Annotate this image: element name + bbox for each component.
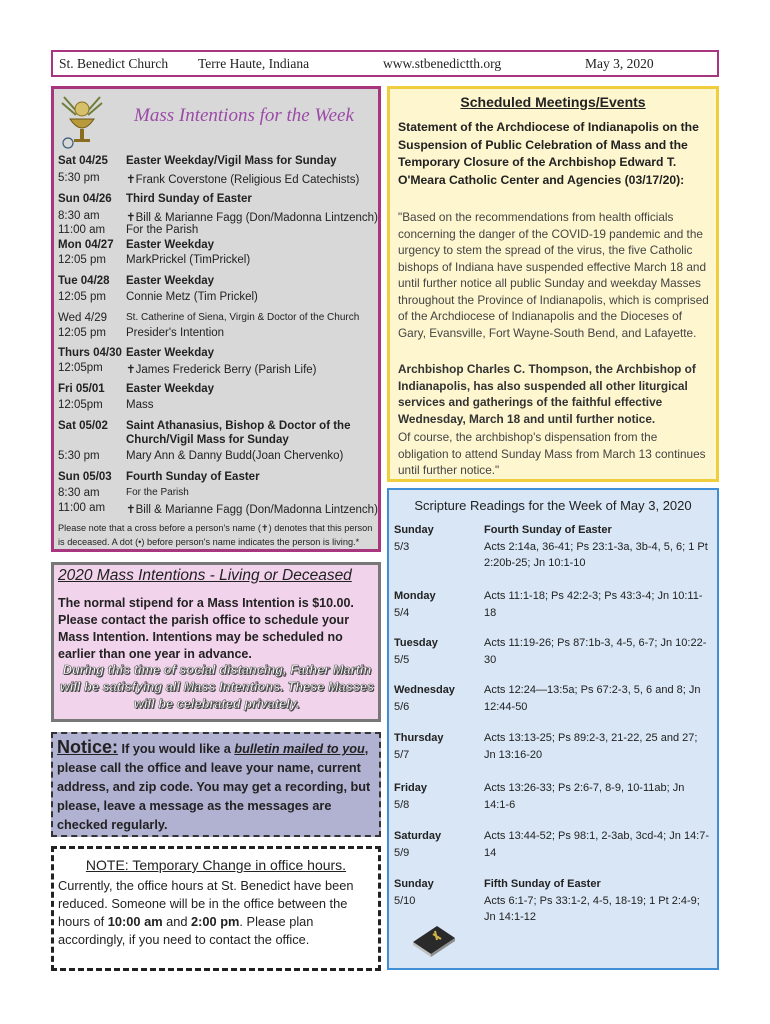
mass-entry-date: 12:05pm bbox=[58, 399, 103, 411]
meetings-panel bbox=[387, 86, 719, 482]
scripture-date: 5/5 bbox=[394, 653, 410, 666]
mass-entry-text: ✝Frank Coverstone (Religious Ed Catechists) bbox=[126, 174, 360, 186]
stipend-slogan: During this time of social distancing, Father Martin will be satisfying all Mass Intentions. These Masses will be celebrated privately. bbox=[59, 662, 375, 711]
mass-entry-date: Tue 04/28 bbox=[58, 275, 110, 287]
bulletin-mailed-link: bulletin mailed to you bbox=[234, 742, 365, 756]
scripture-reading-text: Acts 13:26-33; Ps 2:6-7, 8-9, 10-11ab; Jn 14:1-6 bbox=[484, 782, 685, 811]
scripture-day-name: Wednesday bbox=[394, 684, 455, 696]
mass-entry-text: Presider's Intention bbox=[126, 327, 225, 339]
hours-mid: and bbox=[162, 914, 192, 929]
archbishop-statement: Archbishop Charles C. Thompson, the Archbishop of Indianapolis, has also suspended all other liturgical services and gatherings of the faithful effective Wednesday, March 18 and until further notice. bbox=[398, 362, 696, 426]
statement-quote: "Based on the recommendations from health officials concerning the danger of the COVID-19 pandemic and the urgency to stem the spread of the virus, the five Catholic bishops of Indiana have suspended effective March 18 and until further notice all public Sunday and weekday Masses throughout the Province of Indianapolis, which is comprised of the Archdiocese of Indianapolis and the Dioceses of Gary, Evansville, Fort Wayne-South Bend, and Lafayette. bbox=[398, 210, 709, 340]
scripture-day bbox=[394, 876, 474, 909]
mass-entry-date: 5:30 pm bbox=[58, 172, 100, 184]
office-hours-text bbox=[58, 877, 376, 949]
scripture-readings bbox=[484, 876, 712, 926]
scripture-reading-text: Acts 13:13-25; Ps 89:2-3, 21-22, 25 and 27; Jn 13:16-20 bbox=[484, 732, 698, 761]
scripture-readings bbox=[484, 828, 712, 861]
mass-entry-date: Sun 05/03 bbox=[58, 471, 112, 483]
mass-entry-date: Sun 04/26 bbox=[58, 193, 112, 205]
mass-entry-text: ✝Bill & Marianne Fagg (Don/Madonna Lintzench) bbox=[126, 212, 378, 224]
scripture-day-name: Monday bbox=[394, 590, 436, 602]
hours-before: Currently, the office hours at St. Benedict have been reduced. Someone will be in the office between the hours of bbox=[58, 878, 354, 929]
scripture-readings-panel bbox=[387, 488, 719, 970]
mass-entry-text: For the Parish bbox=[126, 224, 199, 236]
mass-entry-text: Saint Athanasius, Bishop & Doctor of the bbox=[126, 420, 351, 432]
scripture-feast-title: Fifth Sunday of Easter bbox=[484, 878, 601, 890]
scripture-readings bbox=[484, 635, 712, 668]
hours-after: . Please plan accordingly, if you need to contact the office. bbox=[58, 914, 314, 947]
scripture-day-name: Saturday bbox=[394, 830, 442, 842]
mass-entry-text: ✝James Frederick Berry (Parish Life) bbox=[126, 364, 317, 376]
scripture-reading-text: Acts 2:14a, 36-41; Ps 23:1-3a, 3b-4, 5, 6; 1 Pt 2:20b-25; Jn 10:1-10 bbox=[484, 540, 708, 569]
scripture-date: 5/4 bbox=[394, 606, 410, 619]
website-link[interactable]: www.stbenedictth.org bbox=[383, 56, 502, 71]
scripture-reading-text: Acts 13:44-52; Ps 98:1, 2-3ab, 3cd-4; Jn 14:7-14 bbox=[484, 830, 710, 859]
scripture-day bbox=[394, 730, 474, 763]
scripture-reading-text: Acts 11:1-18; Ps 42:2-3; Ps 43:3-4; Jn 10:11-18 bbox=[484, 590, 703, 619]
scripture-readings bbox=[484, 730, 712, 763]
scripture-readings bbox=[484, 780, 712, 813]
mass-entry-date: 12:05 pm bbox=[58, 291, 106, 303]
mass-entry-text: Third Sunday of Easter bbox=[126, 193, 252, 205]
scripture-day-name: Sunday bbox=[394, 878, 434, 890]
mass-intentions-panel bbox=[51, 86, 381, 552]
hours-close-time: 2:00 pm bbox=[191, 914, 240, 929]
mass-entry-date: 11:00 am bbox=[58, 224, 106, 236]
scripture-date: 5/10 bbox=[394, 894, 416, 907]
scripture-readings bbox=[484, 682, 712, 715]
scripture-day bbox=[394, 682, 474, 715]
mass-note: Please note that a cross before a person's name (✝) denotes that this person is deceased. A dot (•) before person's name indicates the person is living.* bbox=[58, 523, 373, 547]
scripture-day-name: Thursday bbox=[394, 732, 444, 744]
scripture-day-name: Tuesday bbox=[394, 637, 438, 649]
scripture-day bbox=[394, 780, 474, 813]
church-name: St. Benedict Church bbox=[59, 56, 169, 71]
scripture-day-name: Sunday bbox=[394, 524, 434, 536]
mailing-notice-panel bbox=[51, 732, 381, 837]
notice-rest: , please call the office and leave your name, current address, and zip code. You may get a recording, but please, leave a message as the messages are checked regularly. bbox=[57, 742, 371, 832]
scripture-day bbox=[394, 588, 474, 621]
bulletin-header bbox=[51, 50, 719, 77]
mass-entry-text: For the Parish bbox=[126, 487, 189, 498]
mass-entry-date: Sat 04/25 bbox=[58, 155, 108, 167]
mass-entry-date: Mon 04/27 bbox=[58, 239, 114, 251]
chalice-logo-icon bbox=[58, 93, 106, 151]
mass-entry-date: 5:30 pm bbox=[58, 450, 100, 462]
mass-entry-date: Thurs 04/30 bbox=[58, 347, 122, 359]
mass-entry-date: Fri 05/01 bbox=[58, 383, 105, 395]
scripture-date: 5/7 bbox=[394, 748, 410, 761]
scripture-date: 5/3 bbox=[394, 540, 410, 553]
mass-entry-text: Church/Vigil Mass for Sunday bbox=[126, 434, 289, 446]
mass-entry-text: Easter Weekday bbox=[126, 347, 215, 359]
scripture-reading-text: Acts 6:1-7; Ps 33:1-2, 4-5, 18-19; 1 Pt 2:4-9; Jn 14:1-12 bbox=[484, 894, 700, 923]
stipend-body: The normal stipend for a Mass Intention is $10.00. Please contact the parish office to schedule your Mass Intention. Intentions may be scheduled no earlier than one year in advance. bbox=[58, 596, 354, 661]
scripture-date: 5/8 bbox=[394, 798, 410, 811]
statement-heading: Statement of the Archdiocese of Indianapolis on the Suspension of Public Celebration of Mass and the Temporary Closure of the Archbishop Edward T. O'Meara Catholic Center and Agencies (03/17/20): bbox=[398, 120, 699, 187]
mass-entry-text: Connie Metz (Tim Prickel) bbox=[126, 291, 258, 303]
scripture-reading-text: Acts 12:24—13:5a; Ps 67:2-3, 5, 6 and 8; Jn 12:44-50 bbox=[484, 684, 701, 713]
mass-entry-date: 12:05 pm bbox=[58, 327, 106, 339]
scripture-day bbox=[394, 828, 474, 861]
scripture-day bbox=[394, 522, 474, 555]
mass-entry-date: Sat 05/02 bbox=[58, 420, 108, 432]
mailing-notice-text bbox=[57, 738, 375, 835]
scripture-day bbox=[394, 635, 474, 668]
scripture-reading-text: Acts 11:19-26; Ps 87:1b-3, 4-5, 6-7; Jn 10:22-30 bbox=[484, 637, 707, 666]
scripture-day-name: Friday bbox=[394, 782, 428, 794]
mass-entry-text: Easter Weekday bbox=[126, 275, 215, 287]
mass-entry-date: 12:05 pm bbox=[58, 254, 106, 266]
mass-entry-text: MarkPrickel (TimPrickel) bbox=[126, 254, 251, 266]
mass-entry-text: Mary Ann & Danny Budd(Joan Chervenko) bbox=[126, 450, 344, 462]
mass-intentions-title: Mass Intentions for the Week bbox=[134, 105, 354, 126]
scripture-feast-title: Fourth Sunday of Easter bbox=[484, 524, 612, 536]
scripture-readings bbox=[484, 588, 712, 621]
mass-entry-date: Wed 4/29 bbox=[58, 312, 108, 324]
mass-entry-text: St. Catherine of Siena, Virgin & Doctor of the Church bbox=[126, 312, 360, 323]
mass-entry-text: Mass bbox=[126, 399, 154, 411]
bible-icon bbox=[409, 918, 457, 958]
scripture-readings bbox=[484, 522, 712, 572]
dispensation-statement: Of course, the archbishop's dispensation from the obligation to attend Sunday Mass from March 13 continues until further notice." bbox=[398, 430, 706, 477]
office-hours-panel bbox=[51, 846, 381, 971]
church-location: Terre Haute, Indiana bbox=[198, 56, 310, 71]
scripture-title: Scripture Readings for the Week of May 3, 2020 bbox=[414, 498, 692, 513]
mass-stipend-panel bbox=[51, 562, 381, 722]
mass-entry-text: Fourth Sunday of Easter bbox=[126, 471, 260, 483]
mass-entry-date: 12:05pm bbox=[58, 362, 103, 374]
notice-label: Notice: bbox=[57, 737, 119, 757]
mass-entry-date: 8:30 am bbox=[58, 487, 100, 499]
mass-entry-date: 8:30 am bbox=[58, 210, 100, 222]
stipend-title: 2020 Mass Intentions - Living or Deceased bbox=[58, 567, 352, 584]
meetings-title: Scheduled Meetings/Events bbox=[460, 94, 646, 110]
mass-entry-text: ✝Bill & Marianne Fagg (Don/Madonna Lintzench) bbox=[126, 504, 378, 516]
mass-entry-date: 11:00 am bbox=[58, 502, 106, 514]
scripture-date: 5/9 bbox=[394, 846, 410, 859]
bulletin-date: May 3, 2020 bbox=[585, 56, 654, 71]
notice-lead: If you would like a bbox=[118, 742, 235, 756]
mass-entry-text: Easter Weekday bbox=[126, 239, 215, 251]
mass-entry-text: Easter Weekday/Vigil Mass for Sunday bbox=[126, 155, 337, 167]
hours-open-time: 10:00 am bbox=[107, 914, 163, 929]
office-hours-title: NOTE: Temporary Change in office hours. bbox=[85, 857, 347, 873]
scripture-date: 5/6 bbox=[394, 700, 410, 713]
mass-entry-text: Easter Weekday bbox=[126, 383, 215, 395]
